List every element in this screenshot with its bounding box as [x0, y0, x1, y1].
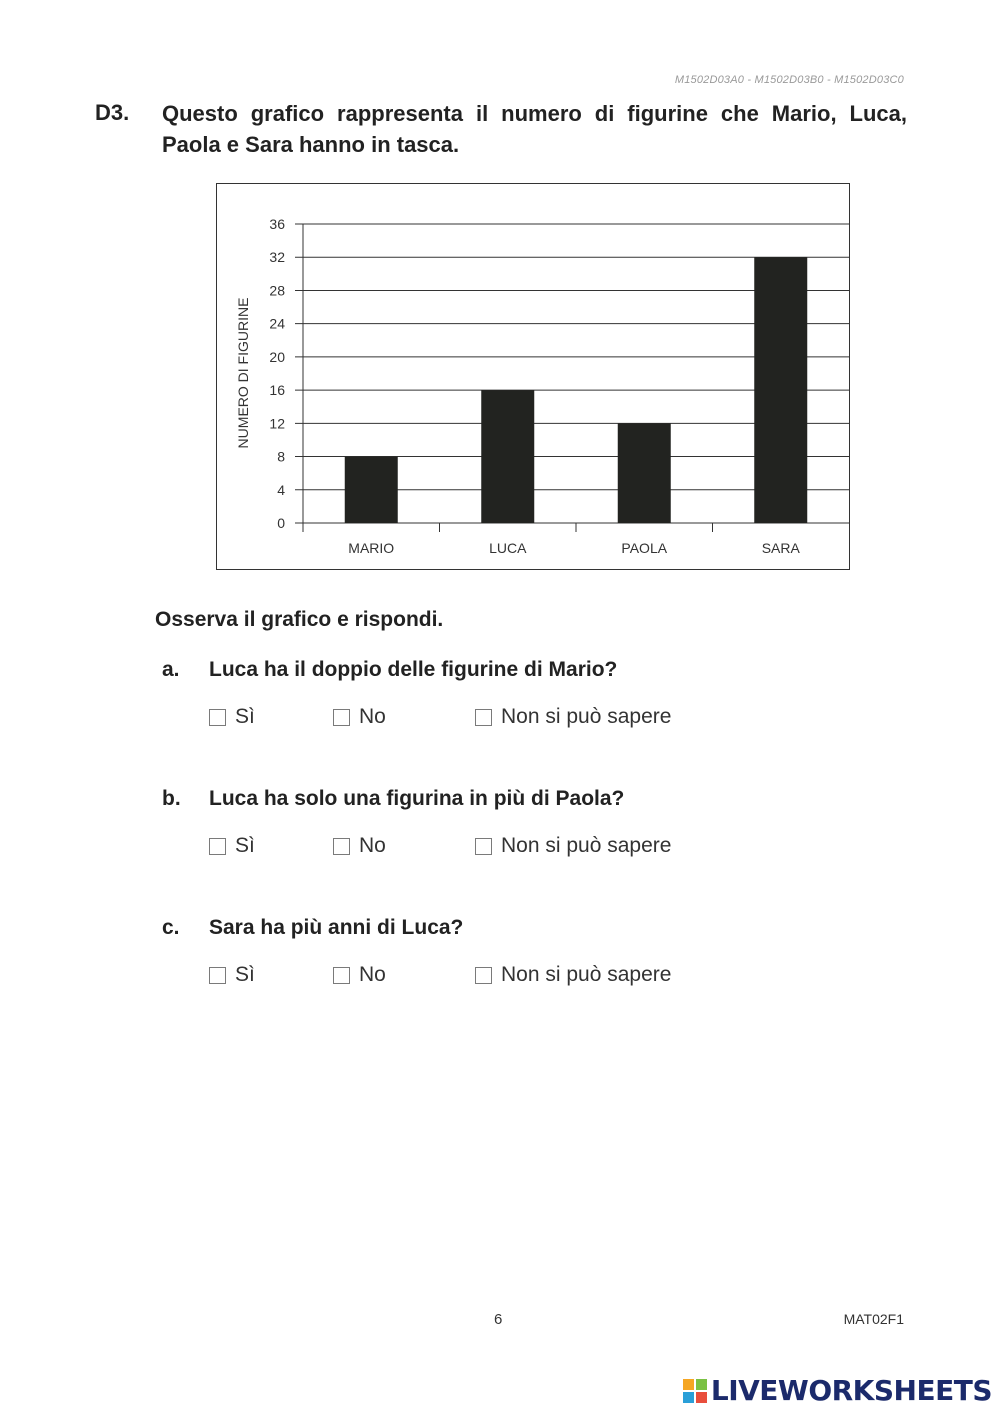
- y-tick-label: 20: [269, 348, 285, 365]
- checkbox-icon[interactable]: [475, 709, 492, 726]
- checkbox-icon[interactable]: [333, 709, 350, 726]
- y-tick-label: 28: [269, 282, 285, 299]
- y-tick-label: 8: [277, 448, 285, 465]
- instruction: Osserva il grafico e rispondi.: [155, 608, 444, 631]
- bar-paola: [618, 423, 671, 523]
- subquestion-letter: a.: [162, 658, 180, 681]
- bar-sara: [754, 257, 807, 523]
- y-tick-label: 4: [277, 481, 285, 498]
- subquestion-text: Luca ha il doppio delle figurine di Mario?: [209, 658, 618, 681]
- checkbox-icon[interactable]: [333, 838, 350, 855]
- option-si-checkbox[interactable]: Sì: [209, 963, 255, 987]
- bar-luca: [481, 390, 534, 523]
- y-tick-label: 16: [269, 382, 285, 399]
- option-no-checkbox[interactable]: No: [333, 834, 386, 858]
- checkbox-icon[interactable]: [475, 838, 492, 855]
- option-no-checkbox[interactable]: No: [333, 963, 386, 987]
- checkbox-icon[interactable]: [475, 967, 492, 984]
- x-tick-label: SARA: [761, 540, 800, 556]
- page-number: 6: [494, 1311, 503, 1328]
- y-tick-label: 32: [269, 249, 285, 266]
- y-tick-label: 24: [269, 315, 285, 332]
- subquestion-letter: b.: [162, 787, 181, 810]
- y-tick-label: 12: [269, 415, 285, 432]
- liveworksheets-logo-icon: [683, 1379, 707, 1403]
- option-si-checkbox[interactable]: Sì: [209, 705, 255, 729]
- y-tick-label: 0: [277, 515, 285, 531]
- bar-chart: [216, 183, 850, 570]
- checkbox-icon[interactable]: [209, 709, 226, 726]
- subquestion-text: Luca ha solo una figurina in più di Paola?: [209, 787, 625, 810]
- subquestion-letter: c.: [162, 916, 180, 939]
- question-text: Questo grafico rappresenta il numero di figurine che Mario, Luca, Paola e Sara hanno in tasca.: [162, 101, 907, 157]
- option-no-checkbox[interactable]: No: [333, 705, 386, 729]
- option-si-checkbox[interactable]: Sì: [209, 834, 255, 858]
- y-tick-label: 36: [269, 216, 285, 232]
- option-non-si-puo-sapere-checkbox[interactable]: Non si può sapere: [475, 963, 671, 987]
- liveworksheets-logo[interactable]: [683, 1374, 992, 1407]
- page-code: MAT02F1: [843, 1311, 904, 1327]
- logo-text: LIVEWORKSHEETS: [710, 1374, 992, 1407]
- option-non-si-puo-sapere-checkbox[interactable]: Non si può sapere: [475, 705, 671, 729]
- y-axis-label: NUMERO DI FIGURINE: [235, 297, 251, 449]
- option-non-si-puo-sapere-checkbox[interactable]: Non si può sapere: [475, 834, 671, 858]
- x-tick-label: MARIO: [348, 540, 395, 556]
- bar-chart-svg: [217, 184, 849, 569]
- x-tick-label: PAOLA: [621, 540, 668, 556]
- subquestion-text: Sara ha più anni di Luca?: [209, 916, 464, 939]
- question-number: D3.: [95, 100, 130, 125]
- question-codes: M1502D03A0 - M1502D03B0 - M1502D03C0: [674, 74, 904, 86]
- x-tick-label: LUCA: [489, 540, 527, 556]
- bar-mario: [345, 457, 398, 523]
- checkbox-icon[interactable]: [209, 838, 226, 855]
- checkbox-icon[interactable]: [209, 967, 226, 984]
- checkbox-icon[interactable]: [333, 967, 350, 984]
